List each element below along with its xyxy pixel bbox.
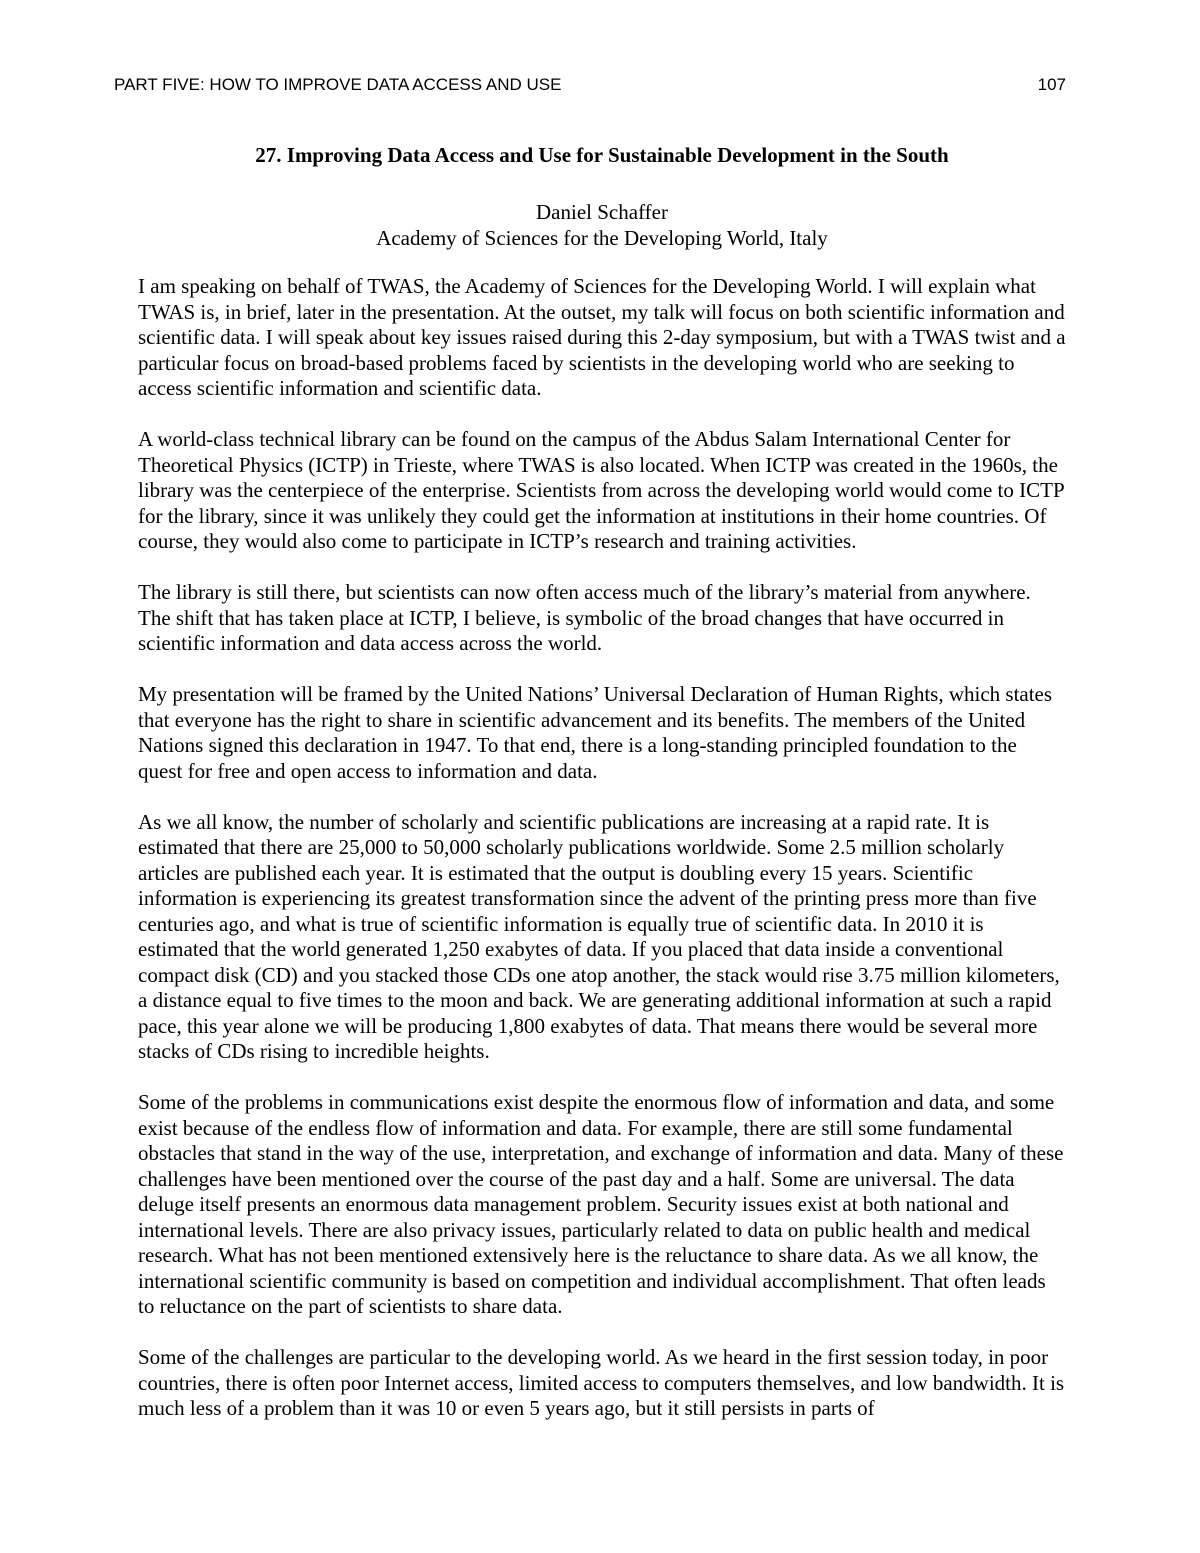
author-name: Daniel Schaffer xyxy=(536,200,668,224)
paragraph: Some of the challenges are particular to the developing world. As we heard in the first session today, in poor countries, there is often poor Internet access, limited access to computers themselves, and low bandwidth. It is much less of a problem than it was 10 or even 5 years ago, but it still persists in parts of xyxy=(138,1345,1065,1420)
article-body xyxy=(138,274,1066,1422)
author-block xyxy=(138,199,1066,251)
author-affiliation: Academy of Sciences for the Developing World, Italy xyxy=(376,226,828,250)
paragraph: My presentation will be framed by the United Nations’ Universal Declaration of Human Rights, which states that everyone has the right to share in scientific advancement and its benefits. The members of the United Nations signed this declaration in 1947. To that end, there is a long-standing principled foundation to the quest for free and open access to information and data. xyxy=(138,682,1053,783)
running-header: PART FIVE: HOW TO IMPROVE DATA ACCESS AND USE xyxy=(114,75,562,94)
running-header-row xyxy=(114,74,1066,95)
paragraph: Some of the problems in communications exist despite the enormous flow of information and data, and some exist because of the endless flow of information and data. For example, there are still some fundamental obstacles that stand in the way of the use, interpretation, and exchange of information and data. Many of these challenges have been mentioned over the course of the past day and a half. Some are universal. The data deluge itself presents an enormous data management problem. Security issues exist at both national and international levels. There are also privacy issues, particularly related to data on public health and medical research. What has not been mentioned extensively here is the reluctance to share data. As we all know, the international scientific community is based on competition and individual accomplishment. That often leads to reluctance on the part of scientists to share data. xyxy=(138,1090,1064,1318)
paragraph: I am speaking on behalf of TWAS, the Academy of Sciences for the Developing World. I will explain what TWAS is, in brief, later in the presentation. At the outset, my talk will focus on both scientific information and scientific data. I will speak about key issues raised during this 2-day symposium, but with a TWAS twist and a particular focus on broad-based problems faced by scientists in the developing world who are seeking to access scientific information and scientific data. xyxy=(138,274,1066,400)
article-title: 27. Improving Data Access and Use for Sustainable Development in the South xyxy=(255,143,949,167)
page-number: 107 xyxy=(1037,75,1066,94)
paragraph: A world-class technical library can be found on the campus of the Abdus Salam International Center for Theoretical Physics (ICTP) in Trieste, where TWAS is also located. When ICTP was created in the 1960s, the library was the centerpiece of the enterprise. Scientists from across the developing world would come to ICTP for the library, since it was unlikely they could get the information at institutions in their home countries. Of course, they would also come to participate in ICTP’s research and training activities. xyxy=(138,427,1064,553)
paragraph: The library is still there, but scientists can now often access much of the library’s material from anywhere. The shift that has taken place at ICTP, I believe, is symbolic of the broad changes that have occurred in scientific information and data access across the world. xyxy=(138,580,1031,655)
paragraph: As we all know, the number of scholarly and scientific publications are increasing at a rapid rate. It is estimated that there are 25,000 to 50,000 scholarly publications worldwide. Some 2.5 million scholarly articles are published each year. It is estimated that the output is doubling every 15 years. Scientific information is experiencing its greatest transformation since the advent of the printing press more than five centuries ago, and what is true of scientific information is equally true of scientific data. In 2010 it is estimated that the world generated 1,250 exabytes of data. If you placed that data inside a conventional compact disk (CD) and you stacked those CDs one atop another, the stack would rise 3.75 million kilometers, a distance equal to five times to the moon and back. We are generating additional information at such a rapid pace, this year alone we will be producing 1,800 exabytes of data. That means there would be several more stacks of CDs rising to incredible heights. xyxy=(138,809,1060,1063)
